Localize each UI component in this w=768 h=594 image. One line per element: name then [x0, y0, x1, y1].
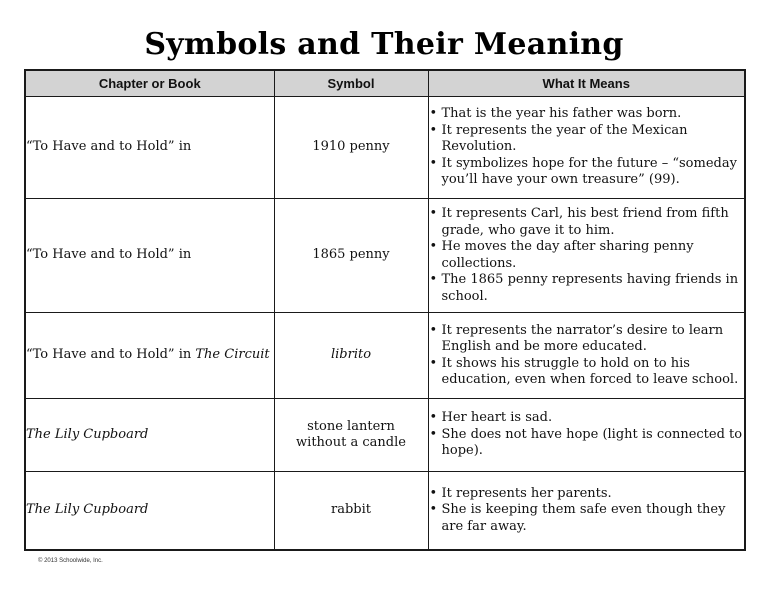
- symbol-text: stone lantern without a candle: [296, 418, 406, 450]
- chapter-cell: [25, 97, 274, 199]
- symbol-cell: librito: [274, 313, 428, 399]
- meaning-cell: [428, 472, 745, 550]
- meaning-item: • It represents her parents.: [429, 486, 745, 503]
- meaning-item: • The 1865 penny represents having friends in school.: [429, 272, 745, 305]
- page-title: Symbols and Their Meaning: [144, 27, 624, 62]
- meaning-list: [429, 106, 745, 189]
- meaning-item: • It symbolizes hope for the future – “someday you’ll have your own treasure” (99).: [429, 156, 745, 189]
- symbol-cell: 1865 penny: [274, 199, 428, 313]
- chapter-cell: [25, 199, 274, 313]
- chapter-text: “To Have and to Hold” in: [26, 247, 192, 263]
- table-row: [25, 399, 745, 472]
- chapter-text: “To Have and to Hold” in: [26, 347, 196, 363]
- meaning-item: • It represents the narrator’s desire to learn English and be more educated.: [429, 323, 745, 356]
- symbol-cell: 1910 penny: [274, 97, 428, 199]
- meaning-list: [429, 410, 745, 460]
- chapter-book-title: The Circuit: [195, 347, 270, 363]
- meaning-item: • He moves the day after sharing penny collections.: [429, 239, 745, 272]
- meaning-list: [429, 486, 745, 536]
- table-header-row: [25, 70, 745, 97]
- meaning-item: • It shows his struggle to hold on to his education, even when forced to leave school.: [429, 356, 745, 389]
- table-row: [25, 199, 745, 313]
- chapter-book-title: The Lily Cupboard: [26, 502, 149, 517]
- meaning-cell: [428, 399, 745, 472]
- meaning-list: [429, 206, 745, 305]
- chapter-cell: [25, 472, 274, 550]
- table-row: [25, 313, 745, 399]
- meaning-item: • It represents Carl, his best friend from fifth grade, who gave it to him.: [429, 206, 745, 239]
- symbol-cell: rabbit: [274, 472, 428, 550]
- chapter-text: “To Have and to Hold” in: [26, 139, 192, 155]
- symbols-table: [24, 69, 746, 551]
- symbol-cell: [274, 399, 428, 472]
- meaning-list: [429, 323, 745, 389]
- meaning-item: • That is the year his father was born.: [429, 106, 745, 123]
- header-symbol: Symbol: [274, 70, 428, 97]
- header-meaning: What It Means: [428, 70, 745, 97]
- chapter-cell: [25, 399, 274, 472]
- meaning-item: • She is keeping them safe even though they are far away.: [429, 502, 745, 535]
- meaning-cell: [428, 313, 745, 399]
- chapter-book-title: The Lily Cupboard: [26, 426, 149, 442]
- meaning-item: • It represents the year of the Mexican Revolution.: [429, 123, 745, 156]
- meaning-item: • Her heart is sad.: [429, 410, 745, 427]
- header-chapter: Chapter or Book: [25, 70, 274, 97]
- table-row: [25, 97, 745, 199]
- meaning-item: • She does not have hope (light is connected to hope).: [429, 427, 745, 460]
- chapter-cell: [25, 313, 274, 399]
- copyright-notice: © 2013 Schoolwide, Inc.: [38, 558, 103, 564]
- meaning-cell: [428, 97, 745, 199]
- meaning-cell: [428, 199, 745, 313]
- table-row: [25, 472, 745, 550]
